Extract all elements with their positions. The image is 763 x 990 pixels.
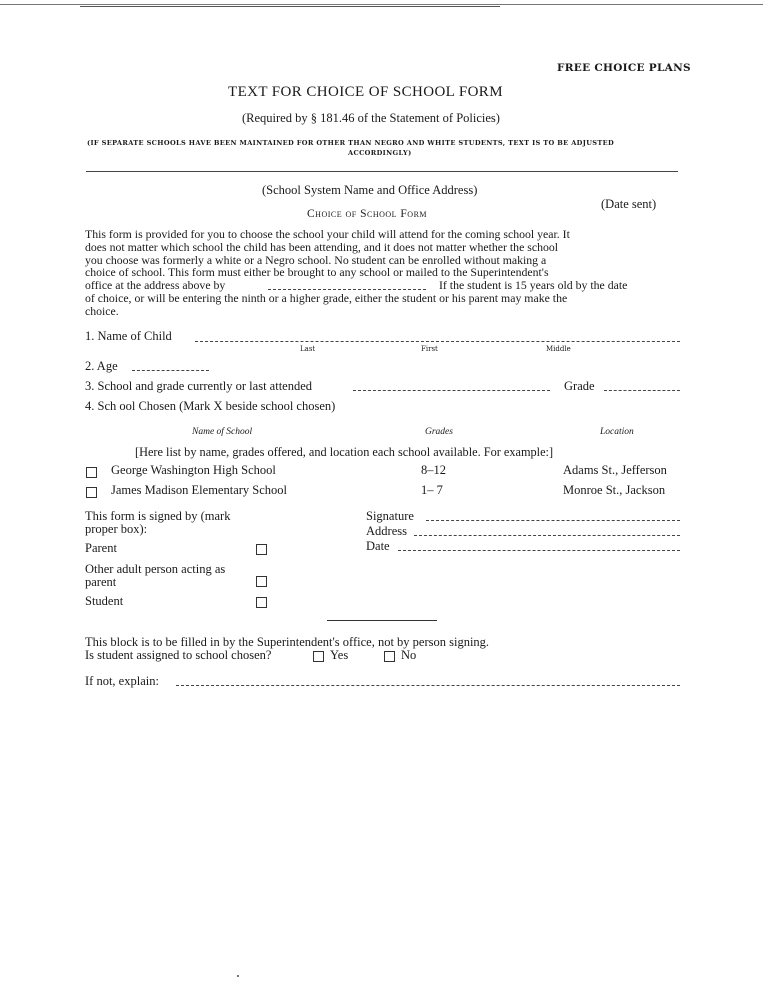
school-name: George Washington High School (111, 463, 276, 477)
section-divider (86, 171, 678, 172)
first-name-caption: First (421, 345, 438, 353)
other-adult-label-cont: parent (85, 575, 117, 589)
page-title: TEXT FOR CHOICE OF SCHOOL FORM (228, 84, 503, 100)
school-attended-label: 3. School and grade currently or last attended (85, 379, 313, 393)
address-label: Address (366, 524, 407, 538)
parent-checkbox[interactable] (256, 544, 267, 555)
parent-label: Parent (85, 541, 117, 555)
column-header-location: Location (600, 427, 634, 437)
office-block-note: This block is to be filled in by the Superintendent's office, not by person signing. (85, 635, 490, 649)
assignment-question: Is student assigned to school chosen? (85, 648, 272, 662)
explain-field[interactable] (176, 685, 680, 686)
yes-label: Yes (330, 648, 349, 662)
date-label: Date (366, 539, 390, 553)
date-field[interactable] (398, 550, 680, 551)
school-attended-field[interactable] (353, 390, 550, 391)
intro-line: choice. (85, 303, 119, 318)
intro-line (85, 279, 682, 292)
other-adult-checkbox[interactable] (256, 576, 267, 587)
school-chosen-label: 4. Sch ool Chosen (Mark X beside school chosen) (85, 399, 336, 413)
footnote-cont: ACCORDINGLY) (348, 149, 412, 157)
system-name: (School System Name and Office Address) (262, 183, 478, 197)
intro-line5-a: office at the address above by (85, 278, 226, 293)
school-location: Monroe St., Jackson (563, 483, 666, 497)
column-header-name: Name of School (192, 427, 253, 437)
signed-by-label: This form is signed by (mark (85, 509, 231, 523)
middle-name-caption: Middle (546, 345, 571, 353)
yes-checkbox[interactable] (313, 651, 324, 662)
scan-edge-line (80, 6, 500, 7)
block-divider (327, 620, 437, 621)
deadline-blank[interactable] (268, 289, 426, 290)
student-label: Student (85, 594, 124, 608)
intro-line: you choose was formerly a white or a Negro school. No student can be enrolled without making a (85, 252, 547, 267)
corner-label: FREE CHOICE PLANS (557, 62, 691, 74)
intro-line: does not matter which school the child has been attending, and it does not matter whether the school (85, 239, 559, 254)
address-field[interactable] (414, 535, 680, 536)
column-header-grades: Grades (425, 427, 453, 437)
last-name-caption: Last (300, 345, 316, 353)
no-label: No (401, 648, 417, 662)
page-subtitle: (Required by § 181.46 of the Statement of Policies) (242, 111, 500, 125)
intro-line: choice of school. This form must either be brought to any school or mailed to the Superintendent's (85, 265, 549, 280)
scan-speck (237, 975, 239, 977)
intro-paragraph (85, 228, 682, 318)
form-title: Choice of School Form (307, 208, 428, 220)
footnote: (IF SEPARATE SCHOOLS HAVE BEEN MAINTAINED FOR OTHER THAN NEGRO AND WHITE STUDENTS, TEXT IS TO BE ADJUSTED (87, 139, 615, 147)
signature-field[interactable] (426, 520, 680, 521)
age-label: 2. Age (85, 359, 118, 373)
student-checkbox[interactable] (256, 597, 267, 608)
intro-line5-b: If the student is 15 years old by the date (439, 278, 628, 293)
school-option-checkbox[interactable] (86, 467, 97, 478)
age-field[interactable] (132, 370, 209, 371)
school-grades: 8–12 (421, 463, 446, 477)
name-of-child-field[interactable] (195, 341, 680, 342)
signature-label: Signature (366, 509, 414, 523)
school-name: James Madison Elementary School (111, 483, 288, 497)
explain-label: If not, explain: (85, 674, 159, 688)
school-list-instruction: [Here list by name, grades offered, and location each school available. For example:] (135, 445, 554, 459)
date-sent: (Date sent) (601, 197, 657, 211)
grade-field[interactable] (604, 390, 680, 391)
no-checkbox[interactable] (384, 651, 395, 662)
school-location: Adams St., Jefferson (563, 463, 667, 477)
grade-label: Grade (564, 379, 595, 393)
name-of-child-label: 1. Name of Child (85, 329, 172, 343)
signed-by-label-cont: proper box): (85, 522, 148, 536)
school-grades: 1– 7 (421, 483, 443, 497)
scan-edge-line (0, 4, 763, 5)
intro-line: This form is provided for you to choose the school your child will attend for the coming school year. It (85, 227, 570, 241)
school-option-checkbox[interactable] (86, 487, 97, 498)
other-adult-label: Other adult person acting as (85, 562, 226, 576)
intro-line: of choice, or will be entering the ninth or a higher grade, either the student or his parent may make the (85, 290, 568, 305)
